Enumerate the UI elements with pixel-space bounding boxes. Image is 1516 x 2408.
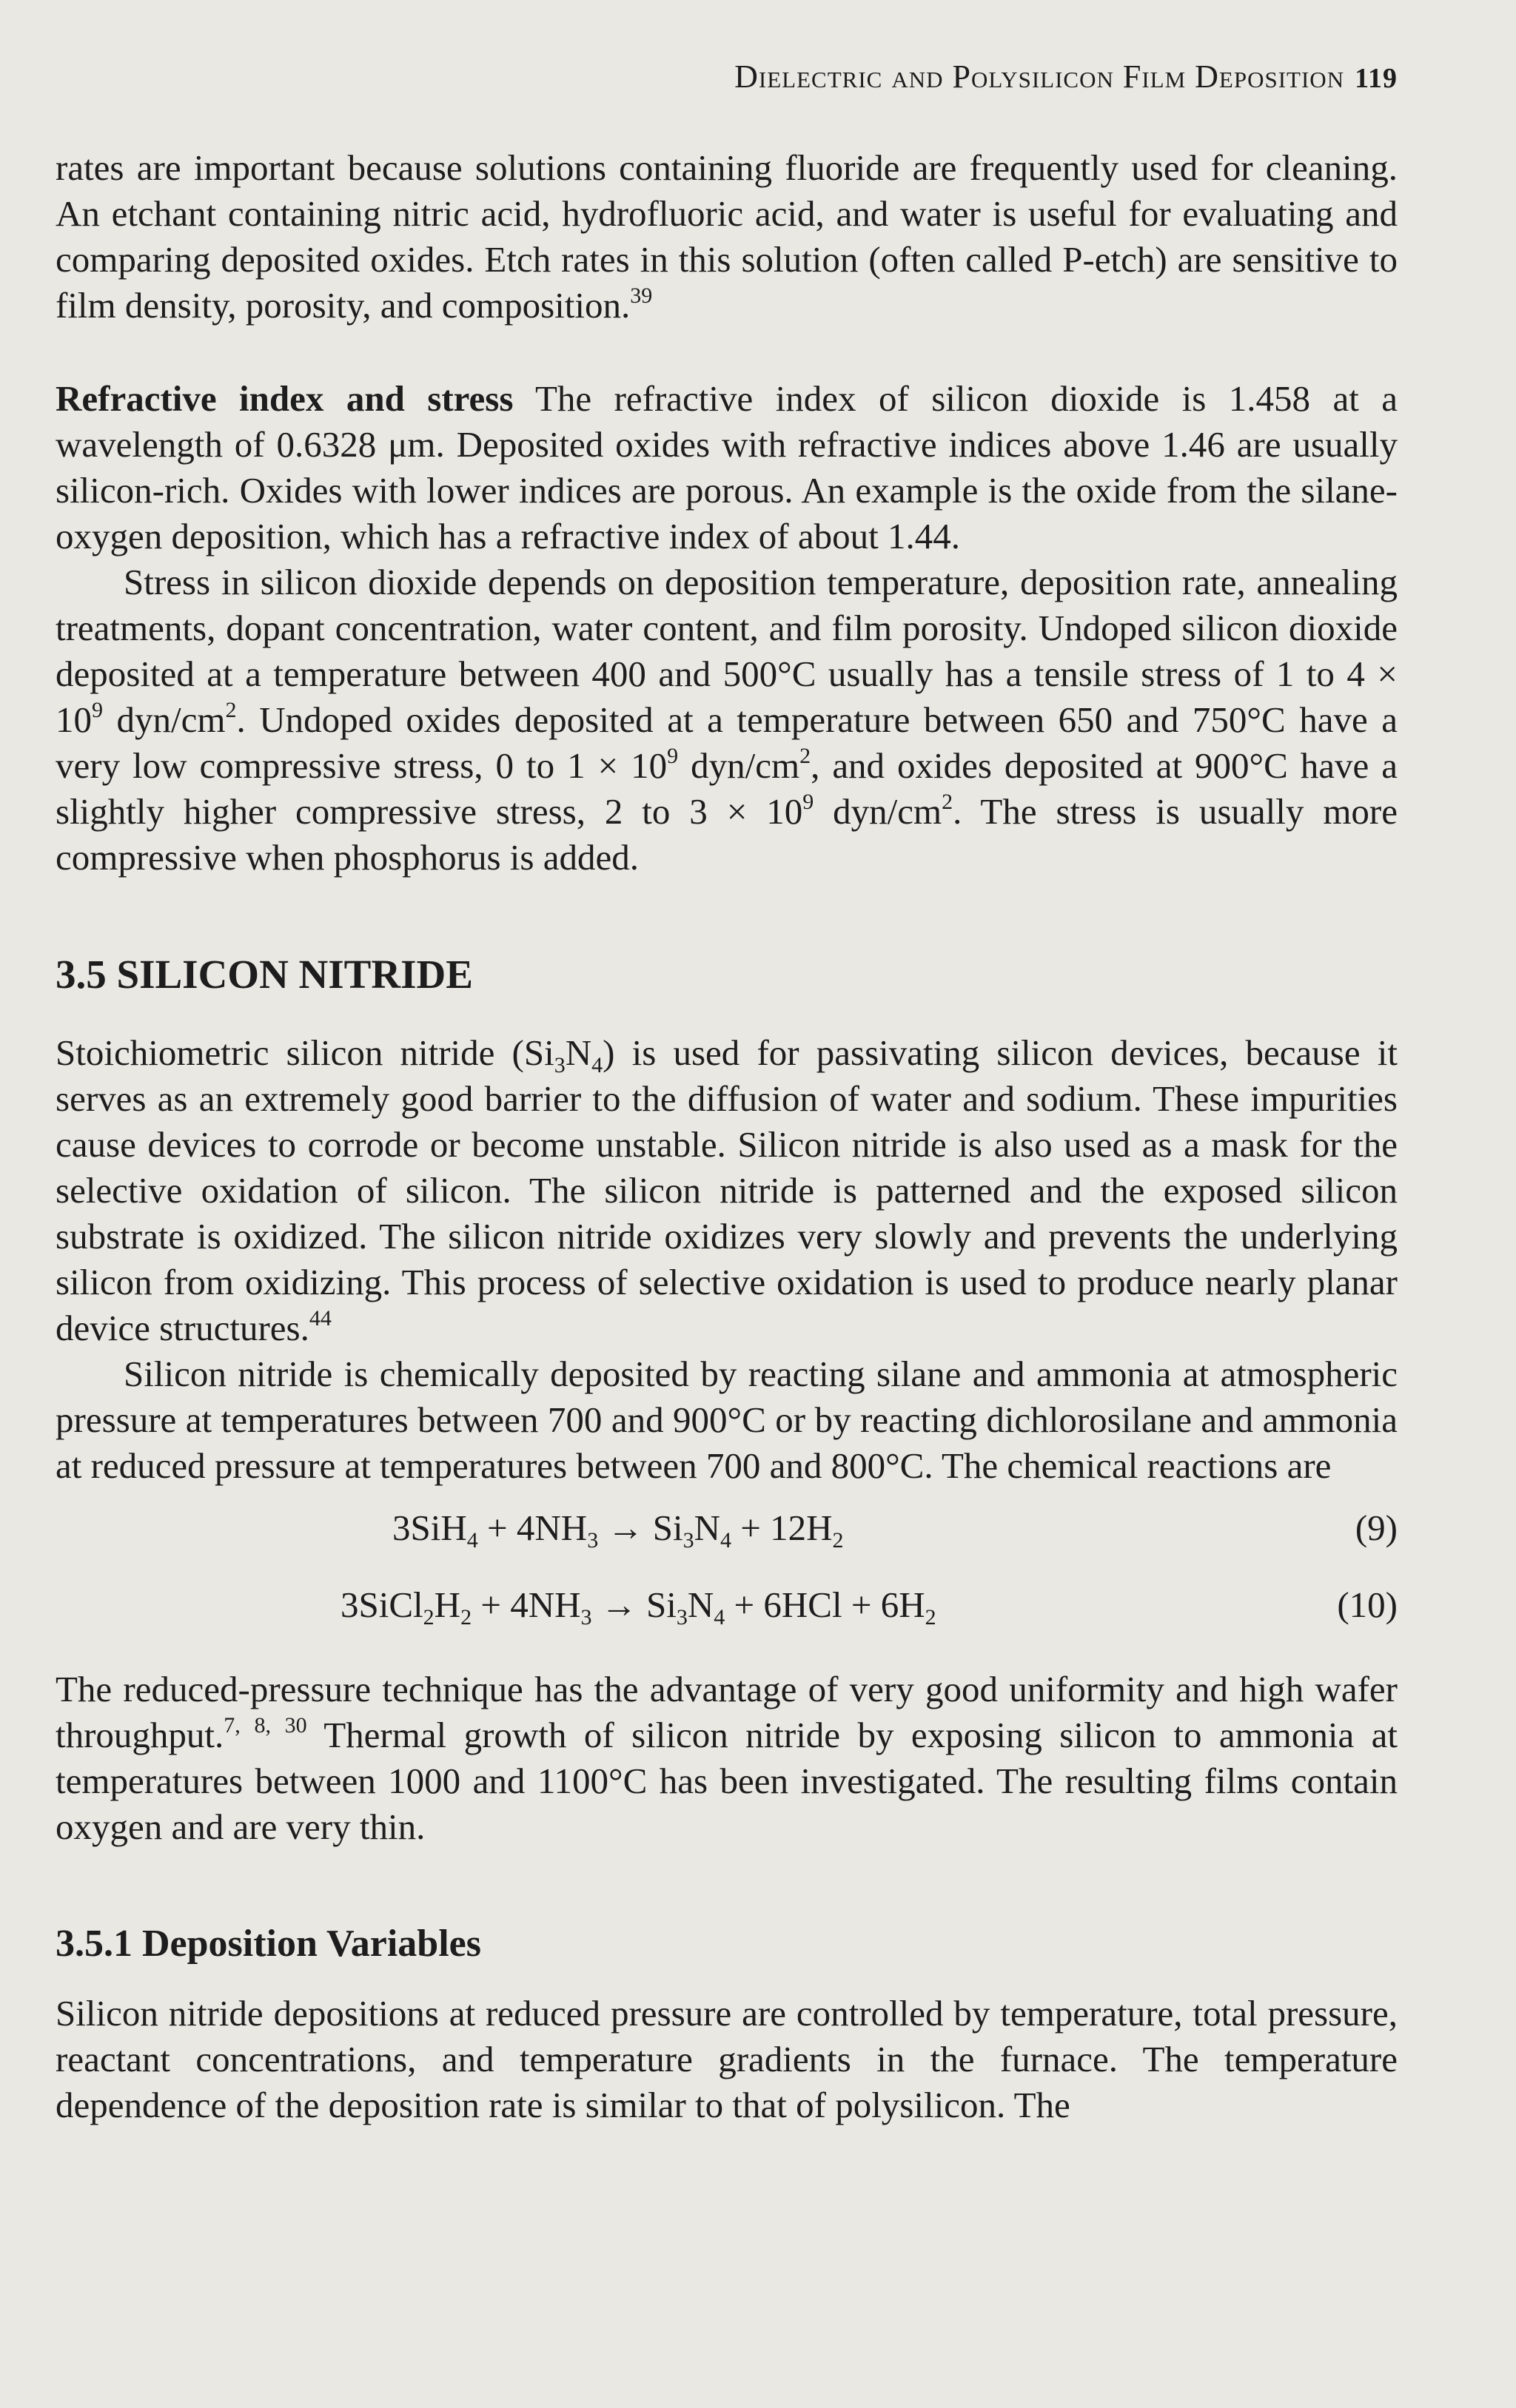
equation-formula: $3SiCl_2H_2 + 4NH_3 \to Si_3N_4 + 6HCl + 6H_2$ (341, 1584, 936, 1630)
reference-marker: 44 (309, 1306, 332, 1331)
reference-marker: 39 (630, 283, 653, 308)
page-body (56, 145, 1398, 2128)
running-title: Dielectric and Polysilicon Film Deposition (734, 58, 1345, 95)
paragraph-text: rates are important because solutions containing fluoride are frequently used for cleaning. An etchant containing nitric acid, hydrofluoric acid, and water is useful for evaluating and comparing deposited oxides. Etch rates in this solution (often called P-etch) are sensitive to film density, porosity, and composition. (56, 147, 1398, 326)
page-number: 119 (1355, 63, 1398, 94)
running-header (734, 58, 1398, 95)
reference-marker: 7, 8, 30 (224, 1713, 307, 1738)
text-run: The reduced-pressure technique has the advantage of very good uniformity and high wafer throughput. (56, 1669, 1398, 1755)
text-run: Stress in silicon dioxide depends on deposition temperature, deposition rate, annealing treatments, dopant concentration, water content, and film porosity. Undoped silicon dioxide deposited at a temperature between 400 and 500°C usually has a tensile stress of 1 to 4 × 10 (56, 562, 1398, 740)
paragraph-etch-rates (56, 145, 1398, 329)
section-heading-3-5-1: 3.5.1 Deposition Variables (56, 1923, 481, 1965)
section-heading-3-5: 3.5 SILICON NITRIDE (56, 952, 473, 997)
equation-formula: $3SiH_4 + 4NH_3 \to Si_3N_4 + 12H_2$ (392, 1507, 844, 1553)
paragraph-nitride-intro (56, 1030, 1398, 1351)
subscript: 3 (554, 1053, 566, 1077)
equation-9 (56, 1489, 1398, 1566)
exponent: 9 (802, 790, 814, 814)
paragraph-stress (56, 559, 1398, 881)
text-run: dyn/cm (103, 699, 226, 740)
text-run: Thermal growth of silicon nitride by exposing silicon to ammonia at temperatures between 1000 and 1100°C has been investigated. The resulting films contain oxygen and are very thin. (56, 1715, 1398, 1847)
text-run: dyn/cm (678, 745, 800, 786)
text-run: . The stress is usually more compressive when phosphorus is added. (56, 791, 1398, 878)
text-run: Stoichiometric silicon nitride (Si (56, 1032, 554, 1073)
exponent: 2 (799, 744, 811, 768)
paragraph-reduced-pressure (56, 1667, 1398, 1850)
text-run: ) is used for passivating silicon devices, because it serves as an extremely good barrier to the diffusion of water and sodium. These impurities cause devices to corrode or become unstable. Silicon nitride is also used as a mask for the selective oxidation of silicon. The silicon nitride is patterned and the exposed silicon substrate is oxidized. The silicon nitride oxidizes very slowly and prevents the underlying silicon from oxidizing. This process of selective oxidation is used to produce nearly planar device structures. (56, 1032, 1398, 1348)
text-run: , and oxides deposited at 900°C have a slightly higher compressive stress, 2 to 3 × 10 (56, 745, 1398, 832)
exponent: 9 (92, 698, 103, 722)
exponent: 9 (667, 744, 679, 768)
equation-number: (9) (1355, 1507, 1398, 1548)
text-run: . Undoped oxides deposited at a temperature between 650 and 750°C have a very low compressive stress, 0 to 1 × 10 (56, 699, 1398, 786)
paragraph-deposition-variables: Silicon nitride depositions at reduced pressure are controlled by temperature, total pressure, reactant concentrations, and temperature gradients in the furnace. The temperature dependence of the deposition rate is similar to that of polysilicon. The (56, 1993, 1398, 2125)
text-run: dyn/cm (814, 791, 942, 832)
paragraph-text: The refractive index of silicon dioxide is 1.458 at a wavelength of 0.6328 μm. Deposited oxides with refractive indices above 1.46 are usually silicon-rich. Oxides with lower indices are porous. An example is the oxide from the silane-oxygen deposition, which has a refractive index of about 1.44. (56, 378, 1398, 556)
subscript: 4 (591, 1053, 603, 1077)
text-run: N (565, 1032, 592, 1073)
equation-number: (10) (1337, 1584, 1398, 1625)
equation-10 (56, 1566, 1398, 1643)
exponent: 2 (942, 790, 953, 814)
exponent: 2 (225, 698, 237, 722)
run-in-heading: Refractive index and stress (56, 378, 514, 419)
paragraph-refractive-index (56, 376, 1398, 559)
paragraph-nitride-deposition: Silicon nitride is chemically deposited by reacting silane and ammonia at atmospheric pressure at temperatures between 700 and 900°C or by reacting dichlorosilane and ammonia at reduced pressure at temperatures between 700 and 800°C. The chemical reactions are (56, 1353, 1398, 1486)
